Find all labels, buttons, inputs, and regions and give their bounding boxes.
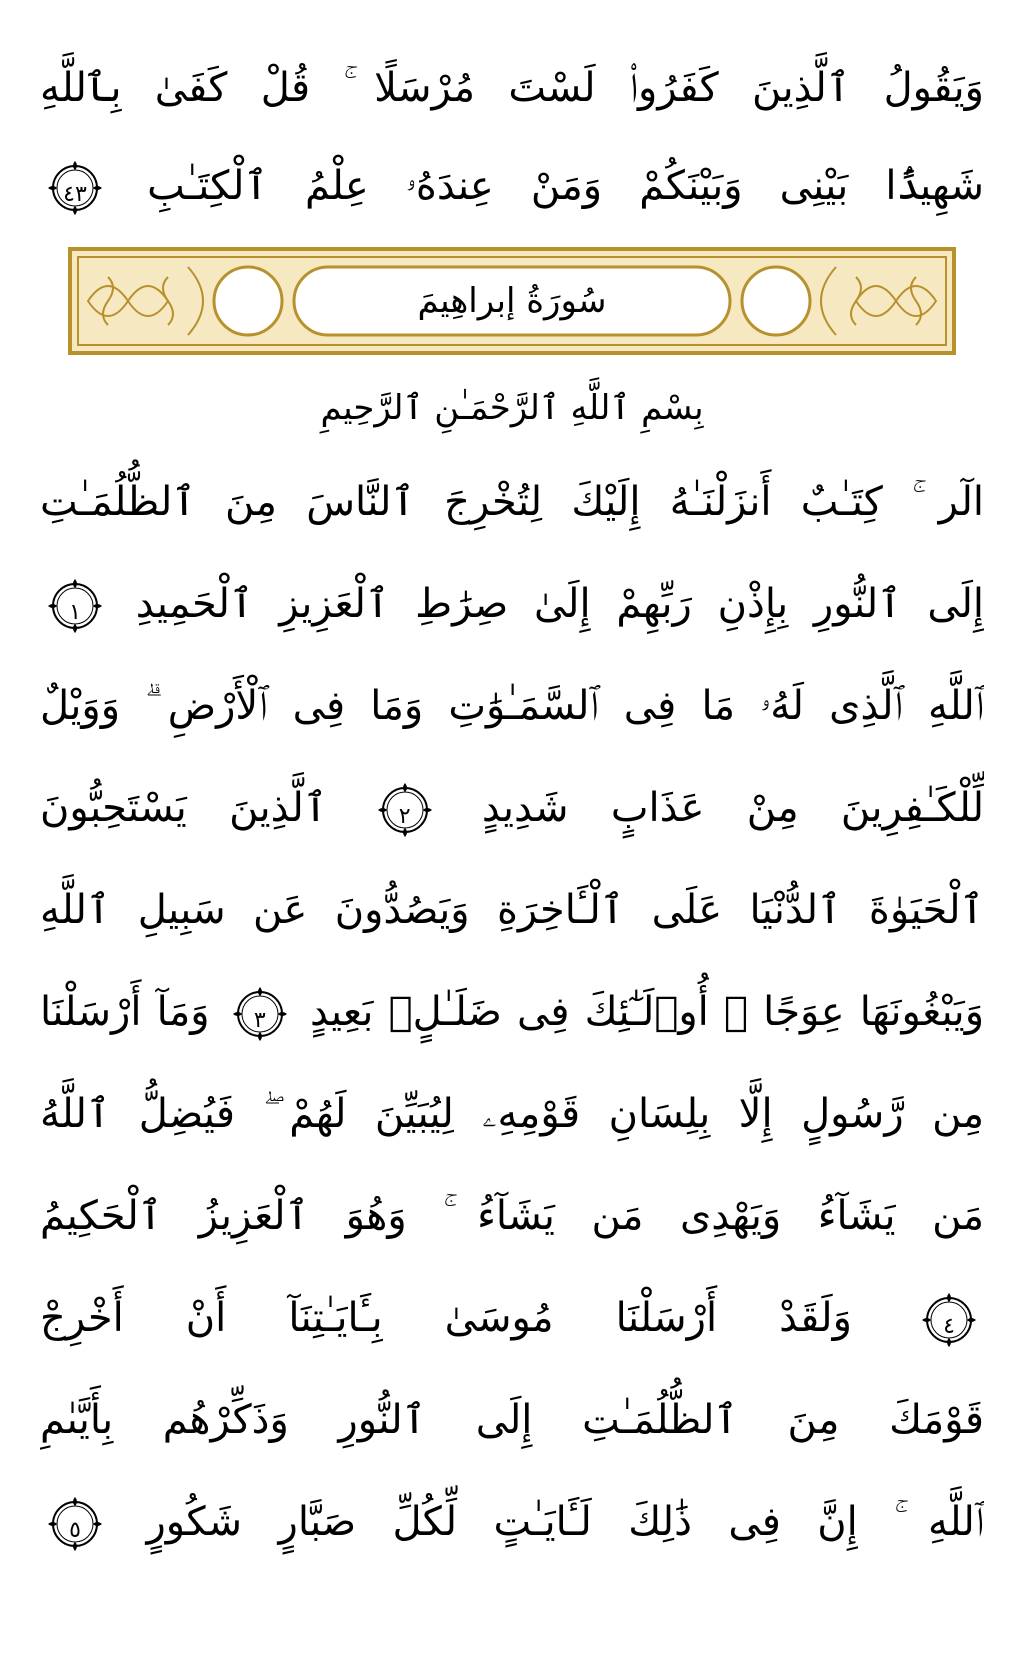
- verse-text: مَن يَشَآءُ وَيَهْدِى مَن يَشَآءُ ۚ وَهُوَ ٱلْعَزِيزُ ٱلْحَكِيمُ: [40, 1193, 984, 1239]
- ayah-number: ٤: [943, 1314, 955, 1339]
- verse-line-11: [40, 1268, 984, 1368]
- verse-text: وَيَبْغُونَهَا عِوَجًا ۚ أُو۟لَـٰٓئِكَ فِى ضَلَـٰلٍۭ بَعِيدٍ: [309, 989, 984, 1035]
- verse-line-6: [40, 758, 984, 858]
- ayah-number: ٢: [398, 804, 411, 829]
- verse-text: ٱلَّذِينَ يَسْتَحِبُّونَ: [40, 785, 328, 831]
- surah-title: سُورَةُ إبراهِيمَ: [417, 281, 607, 321]
- surah-header-banner: [68, 247, 956, 355]
- verse-text: وَيَقُولُ ٱلَّذِينَ كَفَرُوا۟ لَسْتَ مُرْسَلًا ۚ قُلْ كَفَىٰ بِٱللَّهِ: [40, 65, 984, 111]
- verse-text: لِّلْكَـٰفِرِينَ مِنْ عَذَابٍ شَدِيدٍ: [481, 785, 984, 831]
- verse-line-10: [40, 1166, 984, 1266]
- verse-line-2: [40, 136, 984, 236]
- verse-line-12: [40, 1370, 984, 1470]
- verse-line-1: [40, 38, 984, 138]
- ayah-number: ١: [69, 600, 81, 625]
- verse-text: شَهِيدًۢا بَيْنِى وَبَيْنَكُمْ وَمَنْ عِندَهُۥ عِلْمُ ٱلْكِتَـٰبِ: [147, 163, 984, 209]
- ayah-number: ٥: [69, 1518, 81, 1543]
- verse-text: ٱلْحَيَوٰةَ ٱلدُّنْيَا عَلَى ٱلْـَٔاخِرَةِ وَيَصُدُّونَ عَن سَبِيلِ ٱللَّهِ: [40, 887, 984, 933]
- verse-line-7: [40, 860, 984, 960]
- ayah-marker: [920, 1291, 978, 1349]
- verse-text: ٱللَّهِ ٱلَّذِى لَهُۥ مَا فِى ٱلسَّمَـٰوَٰتِ وَمَا فِى ٱلْأَرْضِ ۗ وَوَيْلٌ: [40, 683, 984, 729]
- verse-text: ٱللَّهِ ۚ إِنَّ فِى ذَٰلِكَ لَـَٔايَـٰتٍ لِّكُلِّ صَبَّارٍ شَكُورٍ: [146, 1499, 984, 1545]
- verse-text: الٓر ۚ كِتَـٰبٌ أَنزَلْنَـٰهُ إِلَيْكَ لِتُخْرِجَ ٱلنَّاسَ مِنَ ٱلظُّلُمَـٰتِ: [40, 479, 984, 525]
- verse-text: مِن رَّسُولٍ إِلَّا بِلِسَانِ قَوْمِهِۦ لِيُبَيِّنَ لَهُمْ ۖ فَيُضِلُّ ٱللَّهُ: [40, 1091, 984, 1137]
- verse-text: وَمَآ أَرْسَلْنَا: [40, 989, 210, 1035]
- basmala: بِسْمِ ٱللَّهِ ٱلرَّحْمَـٰنِ ٱلرَّحِيمِ: [320, 388, 704, 428]
- ayah-marker-43: [46, 159, 104, 217]
- verse-line-4: [40, 554, 984, 654]
- verse-text: قَوْمَكَ مِنَ ٱلظُّلُمَـٰتِ إِلَى ٱلنُّورِ وَذَكِّرْهُم بِأَيَّىٰمِ: [40, 1397, 984, 1443]
- ayah-marker: [231, 985, 289, 1043]
- verse-text: وَلَقَدْ أَرْسَلْنَا مُوسَىٰ بِـَٔايَـٰتِنَآ أَنْ أَخْرِجْ: [40, 1295, 852, 1341]
- verse-line-9: [40, 1064, 984, 1164]
- ayah-number: ٤٣: [63, 182, 87, 207]
- verse-text: إِلَى ٱلنُّورِ بِإِذْنِ رَبِّهِمْ إِلَىٰ صِرَٰطِ ٱلْعَزِيزِ ٱلْحَمِيدِ: [135, 581, 984, 627]
- ayah-number: ٣: [253, 1008, 266, 1033]
- verse-line-3: [40, 452, 984, 552]
- ayah-marker: [46, 1495, 104, 1553]
- ayah-marker: [46, 577, 104, 635]
- verse-line-13: [40, 1472, 984, 1572]
- ayah-marker: [376, 781, 434, 839]
- verse-line-8: [40, 962, 984, 1062]
- verse-line-5: [40, 656, 984, 756]
